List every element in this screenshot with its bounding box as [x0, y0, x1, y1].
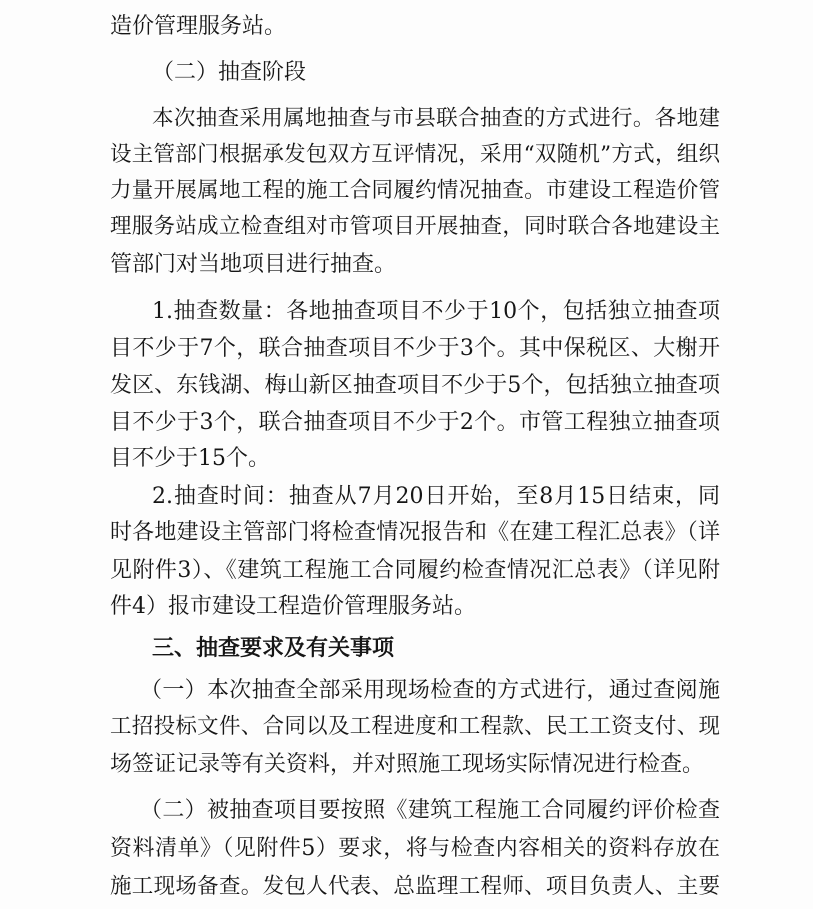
text-line-3: 本次抽查采用属地抽查与市县联合抽查的方式进行。各地建: [152, 106, 720, 131]
text-line-6: 理服务站成立检查组对市管项目开展抽查，同时联合各地建设主: [110, 214, 720, 239]
text-line-9: 目不少于7个，联合抽查项目不少于3个。其中保税区、大榭开: [110, 336, 720, 361]
text-line-12: 目不少于15个。: [110, 446, 270, 471]
text-line-10: 发区、东钱湖、梅山新区抽查项目不少于5个，包括独立抽查项: [110, 373, 720, 398]
text-line-16: 件4）报市建设工程造价管理服务站。: [110, 594, 476, 619]
text-line-19: 工招投标文件、合同以及工程进度和工程款、民工工资支付、现: [110, 714, 720, 739]
text-line-18: （一）本次抽查全部采用现场检查的方式进行，通过查阅施: [140, 678, 720, 703]
section-heading-2: （二）抽查阶段: [152, 60, 307, 85]
section-heading-3: 三、抽查要求及有关事项: [152, 636, 395, 661]
text-line-8: 1.抽查数量：各地抽查项目不少于10个，包括独立抽查项: [152, 299, 720, 324]
text-line-15: 见附件3）、《建筑工程施工合同履约检查情况汇总表》（详见附: [110, 558, 720, 583]
text-line-23: 施工现场备查。发包人代表、总监理工程师、项目负责人、主要: [110, 874, 720, 899]
text-line-21: （二）被抽查项目要按照《建筑工程施工合同履约评价检查: [140, 798, 720, 823]
text-line-20: 场签证记录等有关资料，并对照施工现场实际情况进行检查。: [110, 752, 705, 777]
text-line-4: 设主管部门根据承发包双方互评情况，采用“双随机”方式，组织: [110, 142, 720, 167]
text-line-5: 力量开展属地工程的施工合同履约情况抽查。市建设工程造价管: [110, 178, 720, 203]
text-line-1: 造价管理服务站。: [110, 14, 287, 39]
text-line-13: 2.抽查时间：抽查从7月20日开始，至8月15日结束，同: [152, 484, 720, 509]
text-line-7: 管部门对当地项目进行抽查。: [110, 252, 397, 277]
text-line-22: 资料清单》（见附件5）要求，将与检查内容相关的资料存放在: [110, 836, 720, 861]
text-line-11: 目不少于3个，联合抽查项目不少于2个。市管工程独立抽查项: [110, 410, 720, 435]
text-line-14: 时各地建设主管部门将检查情况报告和《在建工程汇总表》（详: [110, 520, 720, 545]
